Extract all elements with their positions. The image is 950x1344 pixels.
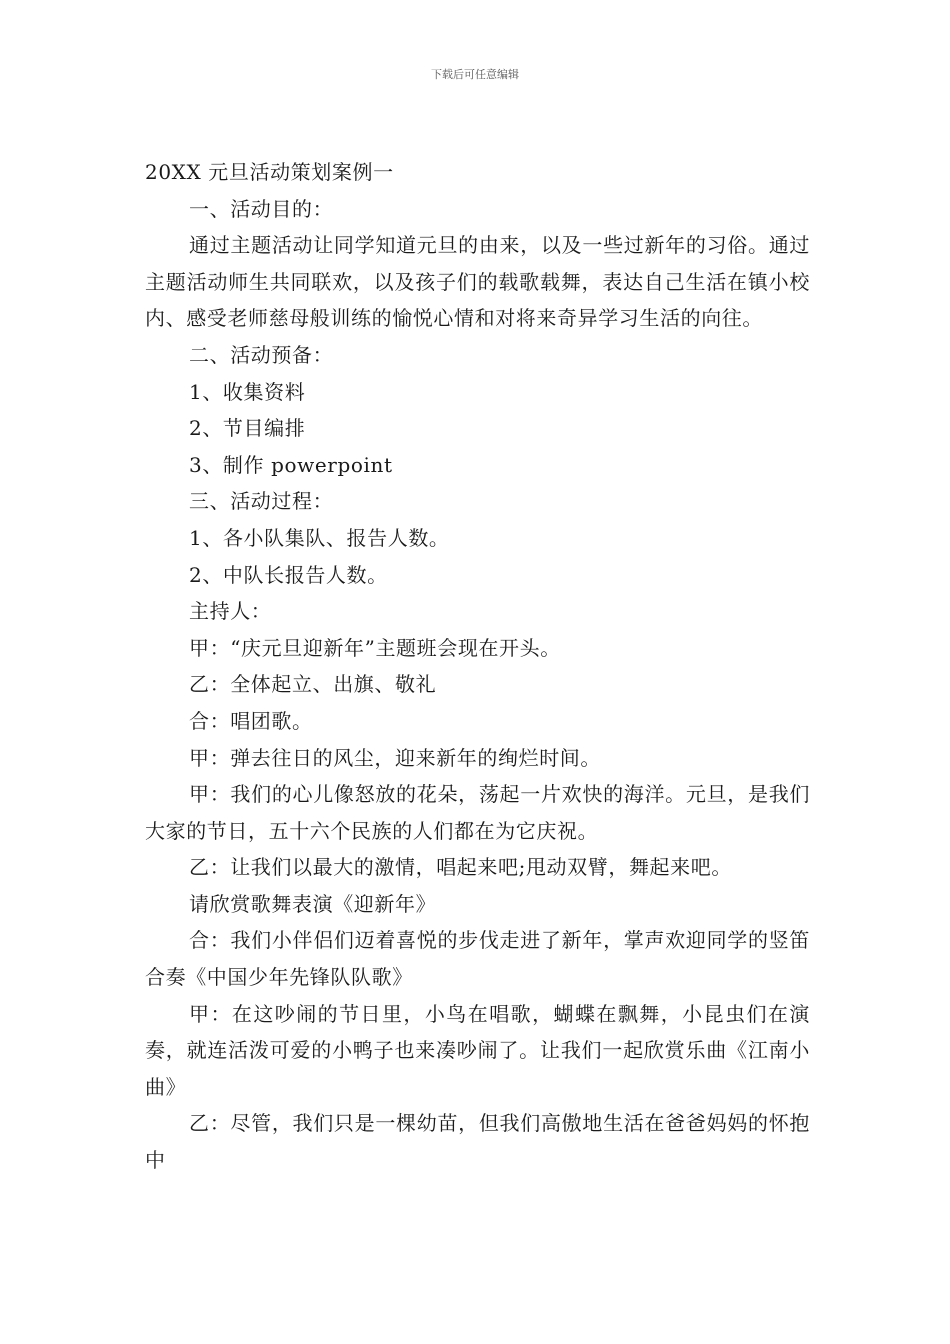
dialogue-line: 合：我们小伴侣们迈着喜悦的步伐走进了新年，掌声欢迎同学的竖笛合奏《中国少年先锋队队歌》 [145, 928, 810, 990]
paragraph-purpose: 通过主题活动让同学知道元旦的由来，以及一些过新年的习俗。通过主题活动师生共同联欢，以及孩子们的载歌载舞，表达自己生活在镇小校内、感受老师慈母般训练的愉悦心情和对将来奇异学习生活的向往。 [145, 233, 810, 331]
dialogue-line: 甲：弹去往日的风尘，迎来新年的绚烂时间。 [189, 745, 601, 770]
document-body [145, 154, 810, 1179]
list-item-program-arrangement: 2、节目编排 [189, 416, 306, 441]
paragraph-hosts: 主持人： [189, 599, 272, 624]
page-header-note: 下载后可任意编辑 [431, 68, 519, 81]
section-heading-purpose: 一、活动目的： [189, 196, 334, 221]
document-title: 20XX 元旦活动策划案例一 [145, 160, 394, 184]
dialogue-line: 甲：“庆元旦迎新年”主题班会现在开头。 [189, 635, 561, 660]
program-announcement: 请欣赏歌舞表演《迎新年》 [189, 891, 437, 916]
list-item-team-assembly: 1、各小队集队、报告人数。 [189, 525, 450, 550]
section-heading-preparation: 二、活动预备： [189, 342, 334, 367]
dialogue-line: 甲：在这吵闹的节日里，小鸟在唱歌，蝴蝶在飘舞，小昆虫们在演奏，就连活泼可爱的小鸭子也来凑吵闹了。让我们一起欣赏乐曲《江南小曲》 [145, 1001, 810, 1099]
list-item-collect-materials: 1、收集资料 [189, 379, 306, 404]
dialogue-line: 乙：尽管，我们只是一棵幼苗，但我们高傲地生活在爸爸妈妈的怀抱中 [145, 1111, 810, 1173]
dialogue-line: 乙：全体起立、出旗、敬礼 [189, 672, 437, 697]
list-item-make-powerpoint: 3、制作 powerpoint [189, 452, 393, 477]
dialogue-line: 合：唱团歌。 [189, 708, 313, 733]
dialogue-line: 甲：我们的心儿像怒放的花朵，荡起一片欢快的海洋。元旦，是我们大家的节日，五十六个民族的人们都在为它庆祝。 [145, 782, 810, 843]
list-item-captain-report: 2、中队长报告人数。 [189, 562, 388, 587]
dialogue-line: 乙：让我们以最大的激情，唱起来吧;甩动双臂，舞起来吧。 [189, 855, 732, 880]
section-heading-process: 三、活动过程： [189, 489, 334, 514]
